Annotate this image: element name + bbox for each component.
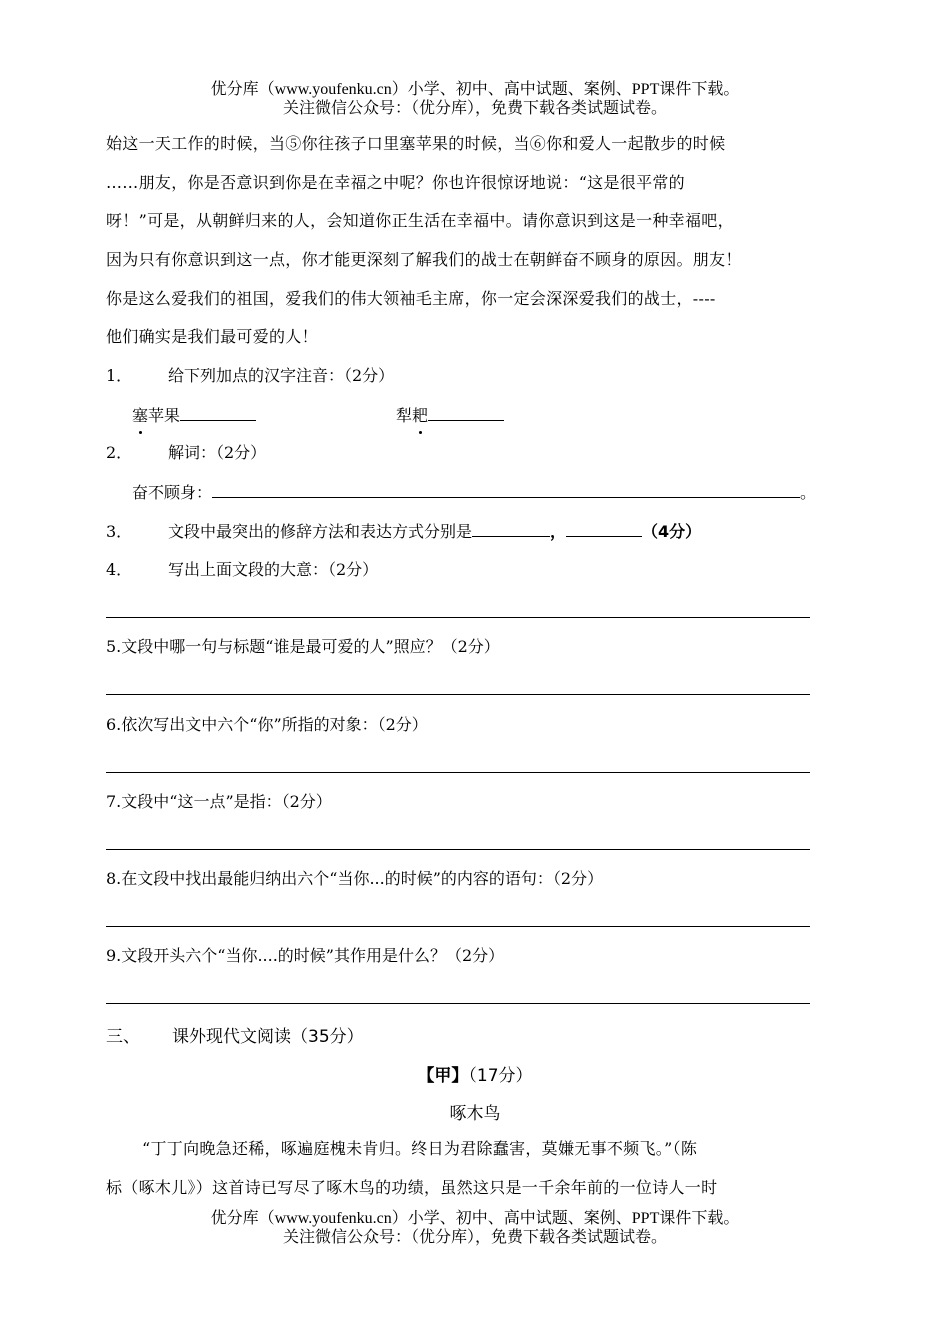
question-number: 3． [106,522,133,541]
separator: ， [550,522,567,541]
question-1 [106,365,394,387]
answer-blank[interactable] [212,481,800,498]
question-2-item [132,481,816,504]
question-text: 写出上面文段的大意：（2分） [168,560,379,579]
section-title: 课外现代文阅读（35分） [172,1027,364,1047]
question-text: 给下列加点的汉字注音：（2分） [168,366,395,385]
question-text: 文段中最突出的修辞方法和表达方式分别是 [168,522,473,541]
question-number: 2． [106,443,133,462]
question-8: 8.在文段中找出最能归纳出六个“当你...的时候”的内容的语句：（2分） [106,869,604,888]
question-3 [106,520,701,543]
answer-line[interactable] [106,617,810,618]
section-heading [106,1022,364,1047]
part-label: 【甲】 [417,1066,469,1086]
answer-line[interactable] [106,772,810,773]
article-line: 标（啄木儿》）这首诗已写尽了啄木鸟的功绩，虽然这只是一千余年前的一位诗人一时 [106,1178,718,1197]
question-number: 1． [106,366,133,385]
dotted-char: 塞 [132,406,149,425]
passage-line: ……朋友，你是否意识到你是在幸福之中呢？你也许很惊讶地说：“这是很平常的 [106,173,685,192]
answer-line[interactable] [106,1003,810,1004]
header-line-1: 优分库（www.youfenku.cn）小学、初中、高中试题、案例、PPT课件下载。 [210,81,740,98]
item-text: 犁 [396,406,413,425]
answer-line[interactable] [106,926,810,927]
question-1-item-b [396,404,504,427]
footer-line-2: 关注微信公众号：（优分库），免费下载各类试题试卷。 [282,1229,667,1246]
footer-line-1: 优分库（www.youfenku.cn）小学、初中、高中试题、案例、PPT课件下载。 [210,1210,740,1227]
question-4 [106,559,378,581]
page-footer [0,1209,950,1247]
question-7: 7.文段中“这一点”是指：（2分） [106,792,332,811]
section-number: 三、 [106,1027,140,1047]
question-score: （4分） [642,522,702,541]
answer-blank[interactable] [428,404,504,421]
question-6: 6.依次写出文中六个“你”所指的对象：（2分） [106,715,428,734]
article-title: 啄木鸟 [449,1104,501,1124]
passage-line: 始这一天工作的时候，当⑤你往孩子口里塞苹果的时候，当⑥你和爱人一起散步的时候 [106,134,726,153]
article-line: “丁丁向晚急还稀，啄遍庭槐未肯归。终日为君除蠢害，莫嫌无事不频飞。”（陈 [142,1139,698,1158]
dotted-char: 耙 [412,406,429,425]
page-header [0,80,950,118]
item-label: 奋不顾身： [132,483,213,502]
passage-line: 你是这么爱我们的祖国，爱我们的伟大领袖毛主席，你一定会深深爱我们的战士，---- [106,289,716,308]
item-end: 。 [800,483,817,502]
answer-line[interactable] [106,694,810,695]
answer-blank[interactable] [566,520,642,537]
part-score: （17分） [468,1066,533,1086]
header-line-2: 关注微信公众号：（优分库），免费下载各类试题试卷。 [282,100,667,117]
passage-line: 因为只有你意识到这一点，你才能更深刻了解我们的战士在朝鲜奋不顾身的原因。朋友！ [106,250,742,269]
item-text: 苹果 [148,406,181,425]
question-number: 4． [106,560,133,579]
question-9: 9.文段开头六个“当你....的时候”其作用是什么？（2分） [106,946,505,965]
question-text: 解词：（2分） [168,443,267,462]
passage-line: 他们确实是我们最可爱的人！ [106,327,318,346]
part-heading [0,1061,950,1086]
question-1-item-a [132,404,256,427]
answer-blank[interactable] [472,520,550,537]
passage-line: 呀！”可是，从朝鲜归来的人，会知道你正生活在幸福中。请你意识到这是一种幸福吧， [106,211,734,230]
answer-blank[interactable] [180,404,256,421]
question-2 [106,442,266,464]
question-5: 5.文段中哪一句与标题“谁是最可爱的人”照应？（2分） [106,637,500,656]
answer-line[interactable] [106,849,810,850]
